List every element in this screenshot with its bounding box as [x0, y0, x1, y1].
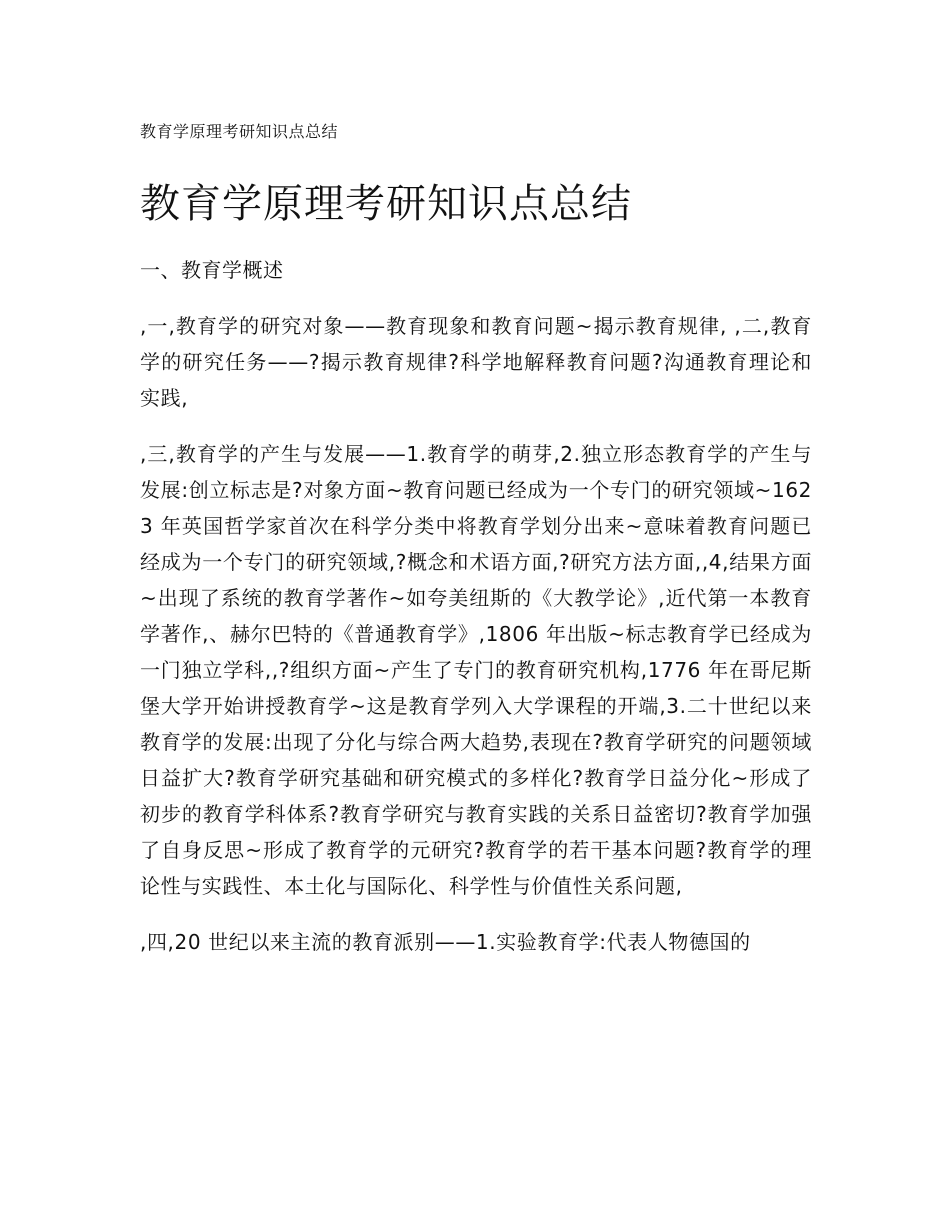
paragraph-origin-development: ,三,教育学的产生与发展——1.教育学的萌芽,2.独立形态教育学的产生与发展:创立标志是?对象方面~教育问题已经成为一个专门的研究领域~1623 年英国哲学家首次在科学分类中将教育学划分出来~意味着教育问题已经成为一个专门的研究领域,?概念和术语方面,?研究方法方面,,4,结果方面~出现了系统的教育学著作~如夸美纽斯的《大教学论》,近代第一本教育学著作,、赫尔巴特的《普通教育学》,1806 年出版~标志教育学已经成为一门独立学科,,?组织方面~产生了专门的教育研究机构,1776 年在哥尼斯堡大学开始讲授教育学~这是教育学列入大学课程的开端,3.二十世纪以来教育学的发展:出现了分化与综合两大趋势,表现在?教育学研究的问题领域日益扩大?教育学研究基础和研究模式的多样化?教育学日益分化~形成了初步的教育学科体系?教育学研究与教育实践的关系日益密切?教育学加强了自身反思~形成了教育学的元研究?教育学的若干基本问题?教育学的理论性与实践性、本土化与国际化、科学性与价值性关系问题, [140, 442, 812, 898]
running-header: 教育学原理考研知识点总结 [140, 122, 339, 141]
document-title: 教育学原理考研知识点总结 [140, 181, 632, 227]
paragraph-education-schools: ,四,20 世纪以来主流的教育派别——1.实验教育学:代表人物德国的 [140, 930, 751, 954]
paragraph-research-object: ,一,教育学的研究对象——教育现象和教育问题~揭示教育规律, ,二,教育学的研究任务——?揭示教育规律?科学地解释教育问题?沟通教育理论和实践, [140, 314, 812, 410]
section-heading: 一、教育学概述 [140, 258, 284, 282]
document-body [140, 308, 812, 980]
